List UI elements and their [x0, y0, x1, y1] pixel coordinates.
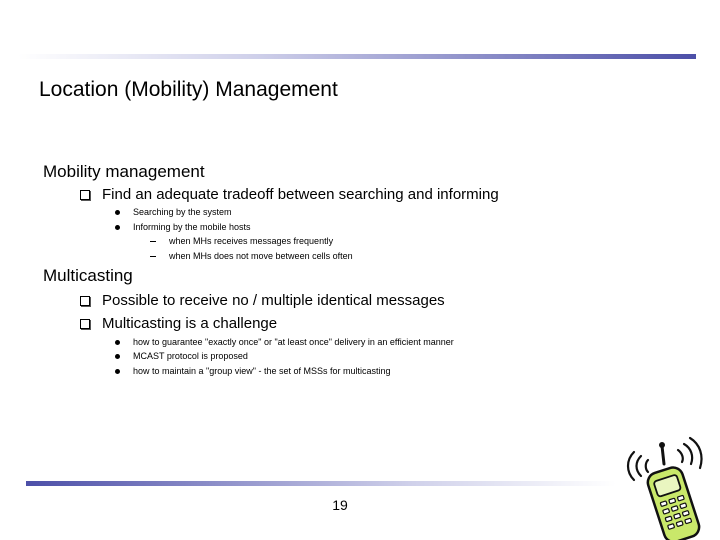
- list-item-text: how to maintain a "group view" - the set of MSSs for multicasting: [133, 366, 391, 376]
- list-item: [115, 207, 232, 217]
- dot-bullet-icon: [115, 340, 120, 345]
- list-item-text: when MHs receives messages frequently: [169, 236, 334, 246]
- checkbox-bullet-icon: [80, 190, 90, 200]
- list-item: [115, 222, 251, 232]
- list-item: [80, 292, 445, 309]
- dash-bullet-icon: [150, 241, 156, 242]
- list-item-text: Searching by the system: [133, 207, 232, 217]
- dash-bullet-icon: [150, 256, 156, 257]
- checkbox-bullet-icon: [80, 319, 90, 329]
- list-item-text: Multicasting is a challenge: [102, 315, 278, 332]
- checkbox-bullet-icon: [80, 296, 90, 306]
- list-item: [80, 186, 499, 203]
- list-item-text: how to guarantee "exactly once" or "at least once" delivery in an efficient manner: [133, 337, 454, 347]
- list-item: [80, 315, 277, 332]
- list-item: [115, 351, 248, 361]
- section-heading-multicasting: Multicasting: [43, 266, 133, 285]
- slide-title: Location (Mobility) Management: [39, 78, 338, 101]
- list-item-text: Possible to receive no / multiple identical messages: [102, 292, 445, 309]
- dot-bullet-icon: [115, 354, 120, 359]
- list-item-text: Informing by the mobile hosts: [133, 222, 251, 232]
- page-number: 19: [332, 497, 348, 513]
- list-item-text: MCAST protocol is proposed: [133, 351, 248, 361]
- bottom-divider-bar: [26, 481, 616, 486]
- list-item-text: when MHs does not move between cells often: [169, 251, 353, 261]
- section-heading-mobility: Mobility management: [43, 162, 205, 181]
- list-item: [150, 251, 353, 261]
- list-item: [115, 366, 391, 376]
- list-item: [150, 236, 333, 246]
- top-divider-bar: [18, 54, 696, 59]
- list-item: [115, 337, 454, 347]
- dot-bullet-icon: [115, 225, 120, 230]
- list-item-text: Find an adequate tradeoff between searching and informing: [102, 186, 499, 203]
- dot-bullet-icon: [115, 369, 120, 374]
- dot-bullet-icon: [115, 210, 120, 215]
- mobile-phone-icon: [616, 430, 720, 540]
